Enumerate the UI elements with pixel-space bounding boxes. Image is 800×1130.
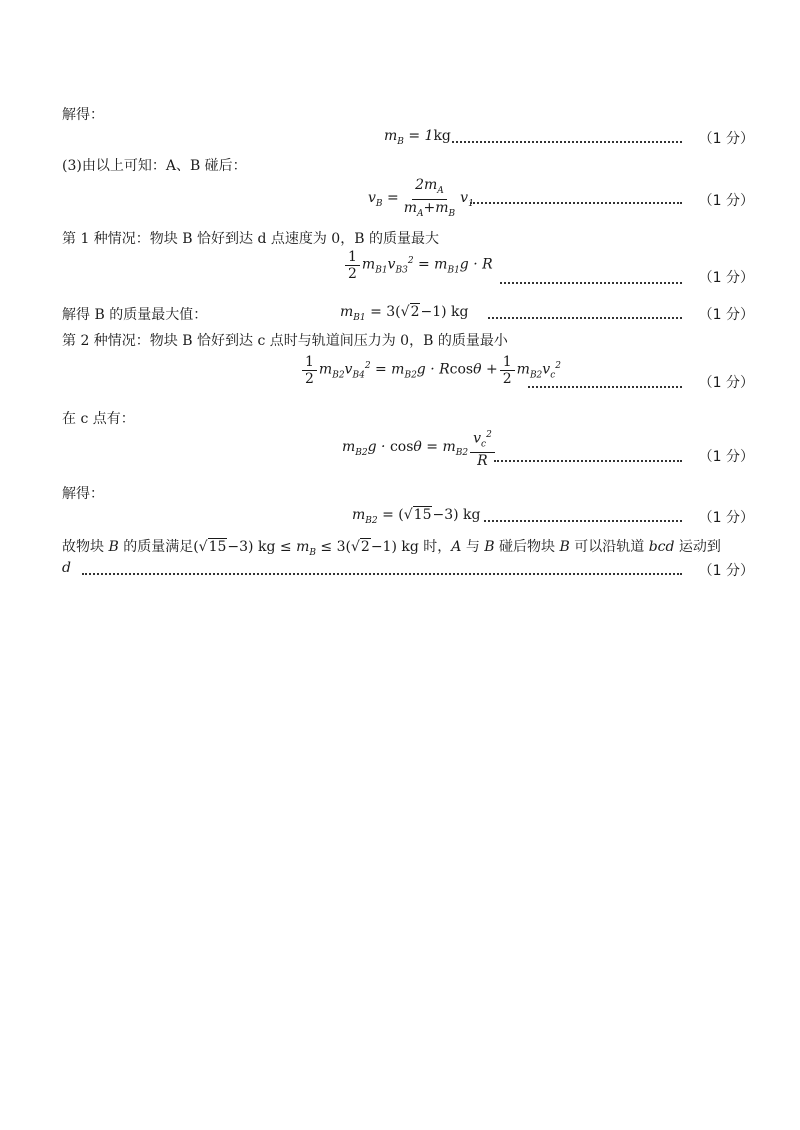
leader-dots: [82, 573, 682, 575]
score-5: （1 分）: [698, 375, 754, 391]
leader-dots: [488, 317, 682, 319]
leader-dots: [500, 282, 682, 284]
score-3: （1 分）: [698, 270, 754, 286]
text-part3: (3)由以上可知：A、B 碰后：: [62, 158, 247, 174]
text-case1: 第 1 种情况：物块 B 恰好到达 d 点速度为 0，B 的质量最大: [62, 231, 439, 247]
leader-dots: [528, 386, 682, 388]
leader-dots: [484, 520, 682, 522]
score-6: （1 分）: [698, 449, 754, 465]
equation-mb: $m_B = 1kg$: [384, 128, 451, 147]
equation-mb2: $m_{B2} = (√15-3)$ kg: [352, 507, 481, 526]
text-max-mass-label: 解得 B 的质量最大值：: [62, 307, 208, 323]
leader-dots: [470, 202, 682, 204]
score-8: （1 分）: [698, 563, 754, 579]
text-case2: 第 2 种情况：物块 B 恰好到达 c 点时与轨道间压力为 0，B 的质量最小: [62, 333, 508, 349]
text-at-point-c: 在 c 点有：: [62, 411, 135, 427]
text-jiede-2: 解得：: [62, 486, 104, 502]
text-point-d: d: [62, 560, 71, 576]
text-jiede-1: 解得：: [62, 107, 104, 123]
score-7: （1 分）: [698, 510, 754, 526]
equation-vb: $v_B$ = $\frac{2m_A}{m_A+m_B}$ $v_1$: [368, 177, 474, 219]
equation-centripetal: $m_{B2}g \cdot \cos\theta = m_{B2}$ $\frac{v_c^2}{R}$: [342, 428, 497, 468]
leader-dots: [452, 141, 682, 143]
leader-dots: [494, 460, 682, 462]
score-2: （1 分）: [698, 193, 754, 209]
fraction-mass-ratio: $\frac{2m_A}{m_A+m_B}$: [403, 177, 456, 219]
equation-energy-case2: $\frac{1}{2}$ $m_{B2}v_{B4}^2 = m_{B2}g \cdot Rcos\theta$ + $\frac{1}{2}$ $m_{B2}v_c^2$: [300, 355, 561, 386]
score-4: （1 分）: [698, 307, 754, 323]
equation-mb1: $m_{B1} = 3(√2-1)$ kg: [340, 304, 469, 323]
score-1: （1 分）: [698, 131, 754, 147]
equation-energy-case1: $\frac{1}{2}$ $m_{B1}v_{B3}^2 = m_{B1}g \cdot R$: [343, 250, 493, 281]
text-conclusion: 故物块 B 的质量满足(√15−3) kg ≤ $m_B \le 3(√2-1)$ kg 时，A 与 B 碰后物块 B 可以沿轨道 bcd 运动到: [62, 539, 721, 558]
